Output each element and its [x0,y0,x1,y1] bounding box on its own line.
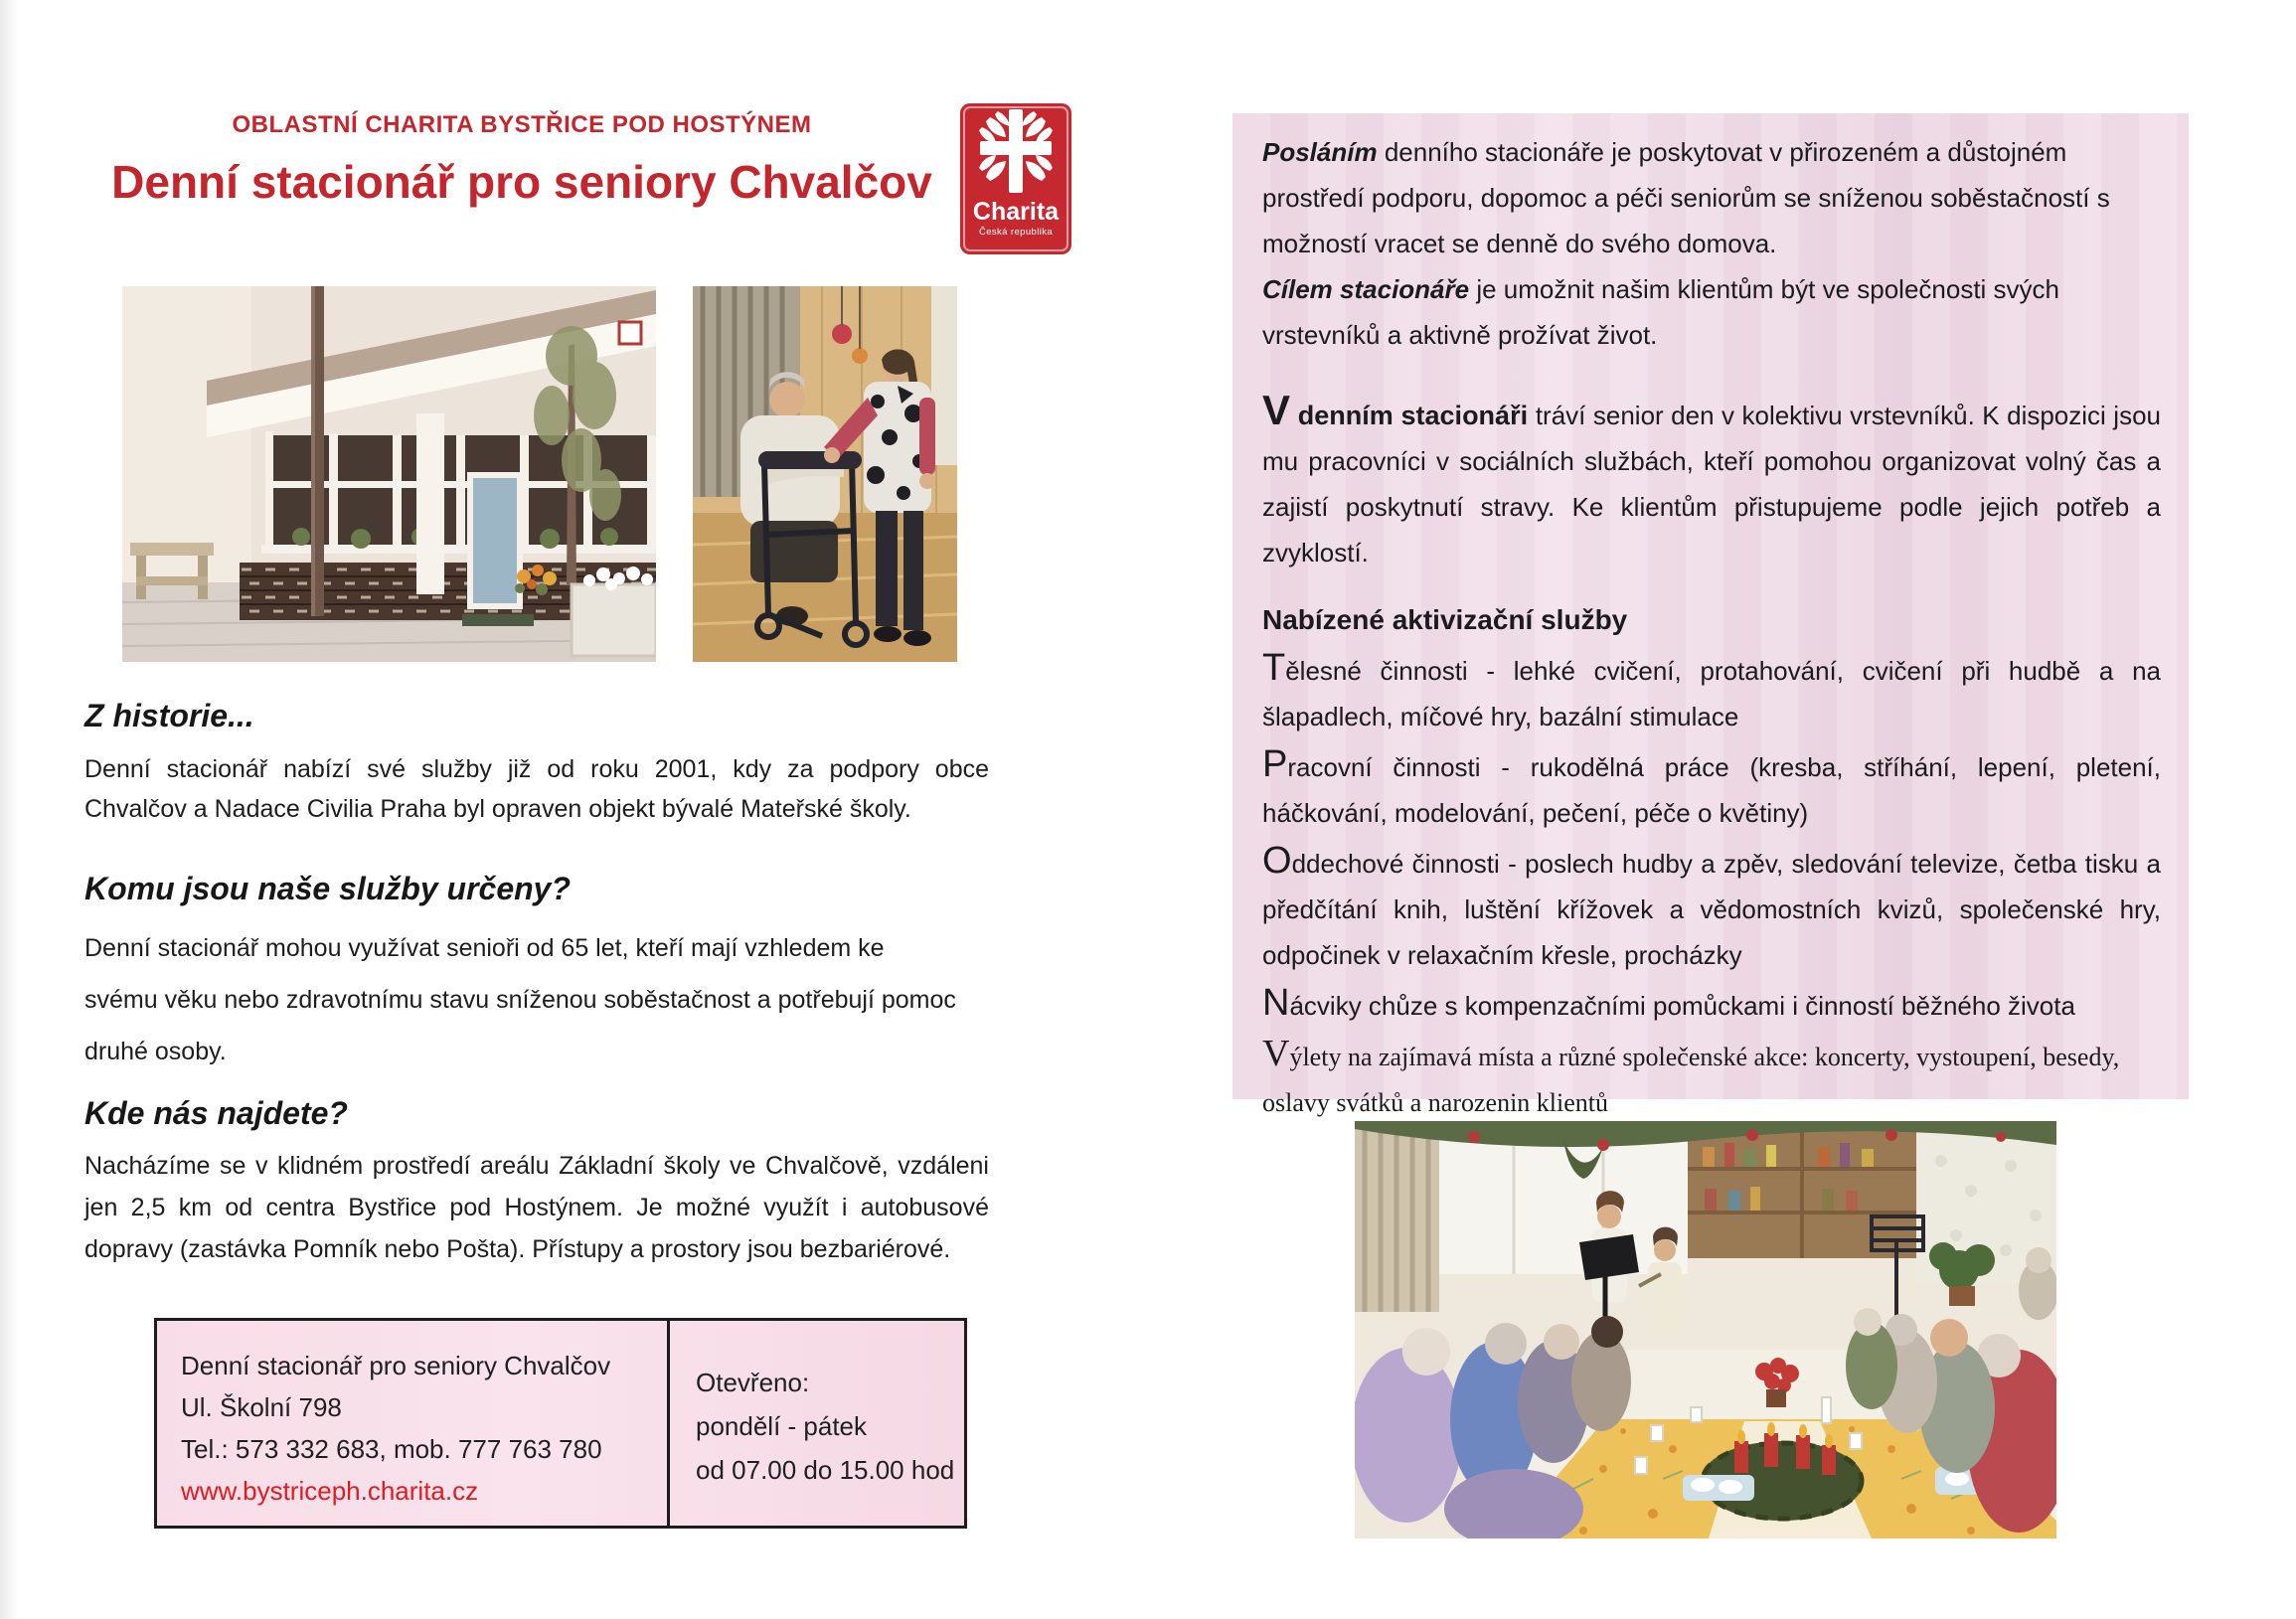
charita-cross-icon [960,103,1071,199]
service-text: ýlety na zajímavá místa a různé společenské akce: koncerty, vystoupení, besedy, oslavy svátků a narozenin klientů [1262,1043,2120,1117]
page-title: Denní stacionář pro seniory Chvalčov [111,156,932,208]
audience-heading: Komu jsou naše služby určeny? [84,871,571,906]
goal-lead: Cílem stacionáře [1262,274,1470,304]
organization-header: OBLASTNÍ CHARITA BYSTŘICE POD HOSTÝNEM [232,111,812,138]
opening-label: Otevřeno: [696,1368,810,1397]
services-heading: Nabízené aktivizační služby [1262,604,1628,635]
group-photo [1355,1121,2056,1538]
contact-box [154,1318,967,1529]
mission-paragraph [1262,129,2161,266]
opening-times: od 07.00 do 15.00 hod [696,1455,955,1485]
opening-hours [670,1321,964,1526]
charita-logo-title: Charita [972,198,1060,226]
service-initial: O [1262,840,1292,882]
location-paragraph: Nacházíme se v klidném prostředí areálu Základní školy ve Chvalčově, vzdáleni jen 2,5 km od centra Bystřice pod Hostýnem. Je možné využít i autobusové dopravy (zastávka Pomník nebo Pošta). Přístupy a prostory jsou bezbariérové. [84,1152,989,1263]
contact-phones: Tel.: 573 332 683, mob. 777 763 780 [181,1434,602,1464]
contact-address: Ul. Školní 798 [181,1392,342,1422]
location-heading: Kde nás najdete? [84,1095,348,1131]
walker-photo-image [693,286,957,662]
service-text: ácviky chůze s kompenzačními pomůckami i činností běžného života [1289,991,2075,1021]
history-heading: Z historie... [84,698,254,733]
service-initial: P [1262,743,1288,785]
contact-details [157,1321,670,1526]
walker-photo [693,286,957,662]
audience-paragraph: Denní stacionář mohou využívat senioři od 65 let, kteří mají vzhledem ke svému věku nebo zdravotnímu stavu sníženou soběstačnost a potřebují pomoc druhé osoby. [84,934,956,1065]
service-text: ddechové činnosti - poslech hudby a zpěv, sledování televize, četba tisku a předčítání knih, luštění křížovek a vědomostních kvizů, společenské hry, odpočinek v relaxačním křesle, procházky [1262,849,2161,970]
charita-logo [960,103,1071,254]
service-item-nacviky [1262,980,2161,1029]
daily-bold-lead: denním stacionáři [1290,401,1536,430]
charita-logo-subtitle: Česká republika [978,227,1054,238]
service-initial: V [1262,1033,1290,1074]
service-item-vylety [1262,1031,2161,1126]
service-item-telesne [1262,645,2161,739]
service-item-oddechove [1262,838,2161,978]
contact-website: www.bystriceph.charita.cz [181,1476,479,1506]
history-paragraph: Denní stacionář nabízí své služby již od roku 2001, kdy za podpory obce Chvalčov a Nadace Civilia Praha byl opraven objekt bývalé Mateřské školy. [84,755,989,823]
service-text: racovní činnosti - rukodělná práce (kresba, stříhání, lepení, pletení, háčkování, modelování, pečení, péče o květiny) [1262,752,2161,828]
service-initial: T [1262,647,1286,689]
daily-text: tráví senior den v kolektivu vrstevníků. K dispozici jsou mu pracovníci v sociálních službách, kteří pomohou organizovat volný čas a zajistí poskytnutí stravy. Ke klientům přistupujeme podle jejich potřeb a zvyklostí. [1262,401,2161,567]
mission-lead: Posláním [1262,137,1378,167]
daily-life-paragraph [1262,388,2161,575]
service-initial: N [1262,982,1290,1024]
goal-text: je umožnit našim klientům být ve společnosti svých vrstevníků a aktivně prožívat život. [1262,274,2060,350]
service-item-pracovni [1262,741,2161,836]
goal-paragraph [1262,266,2161,358]
building-photo [122,286,656,662]
service-text: ělesné činnosti - lehké cvičení, protahování, cvičení při hudbě a na šlapadlech, míčové hry, bazální stimulace [1262,656,2161,731]
opening-days: pondělí - pátek [696,1411,868,1441]
group-photo-image [1355,1121,2056,1538]
contact-name: Denní stacionář pro seniory Chvalčov [181,1351,611,1380]
info-panel [1232,113,2189,1117]
scan-edge-shadow [0,0,18,1619]
building-photo-image [122,286,656,662]
daily-initial: V [1262,387,1291,433]
mission-text: denního stacionáře je poskytovat v přirozeném a důstojném prostředí podporu, dopomoc a péči seniorům se sníženou soběstačností s možností vracet se denně do svého domova. [1262,137,2110,258]
